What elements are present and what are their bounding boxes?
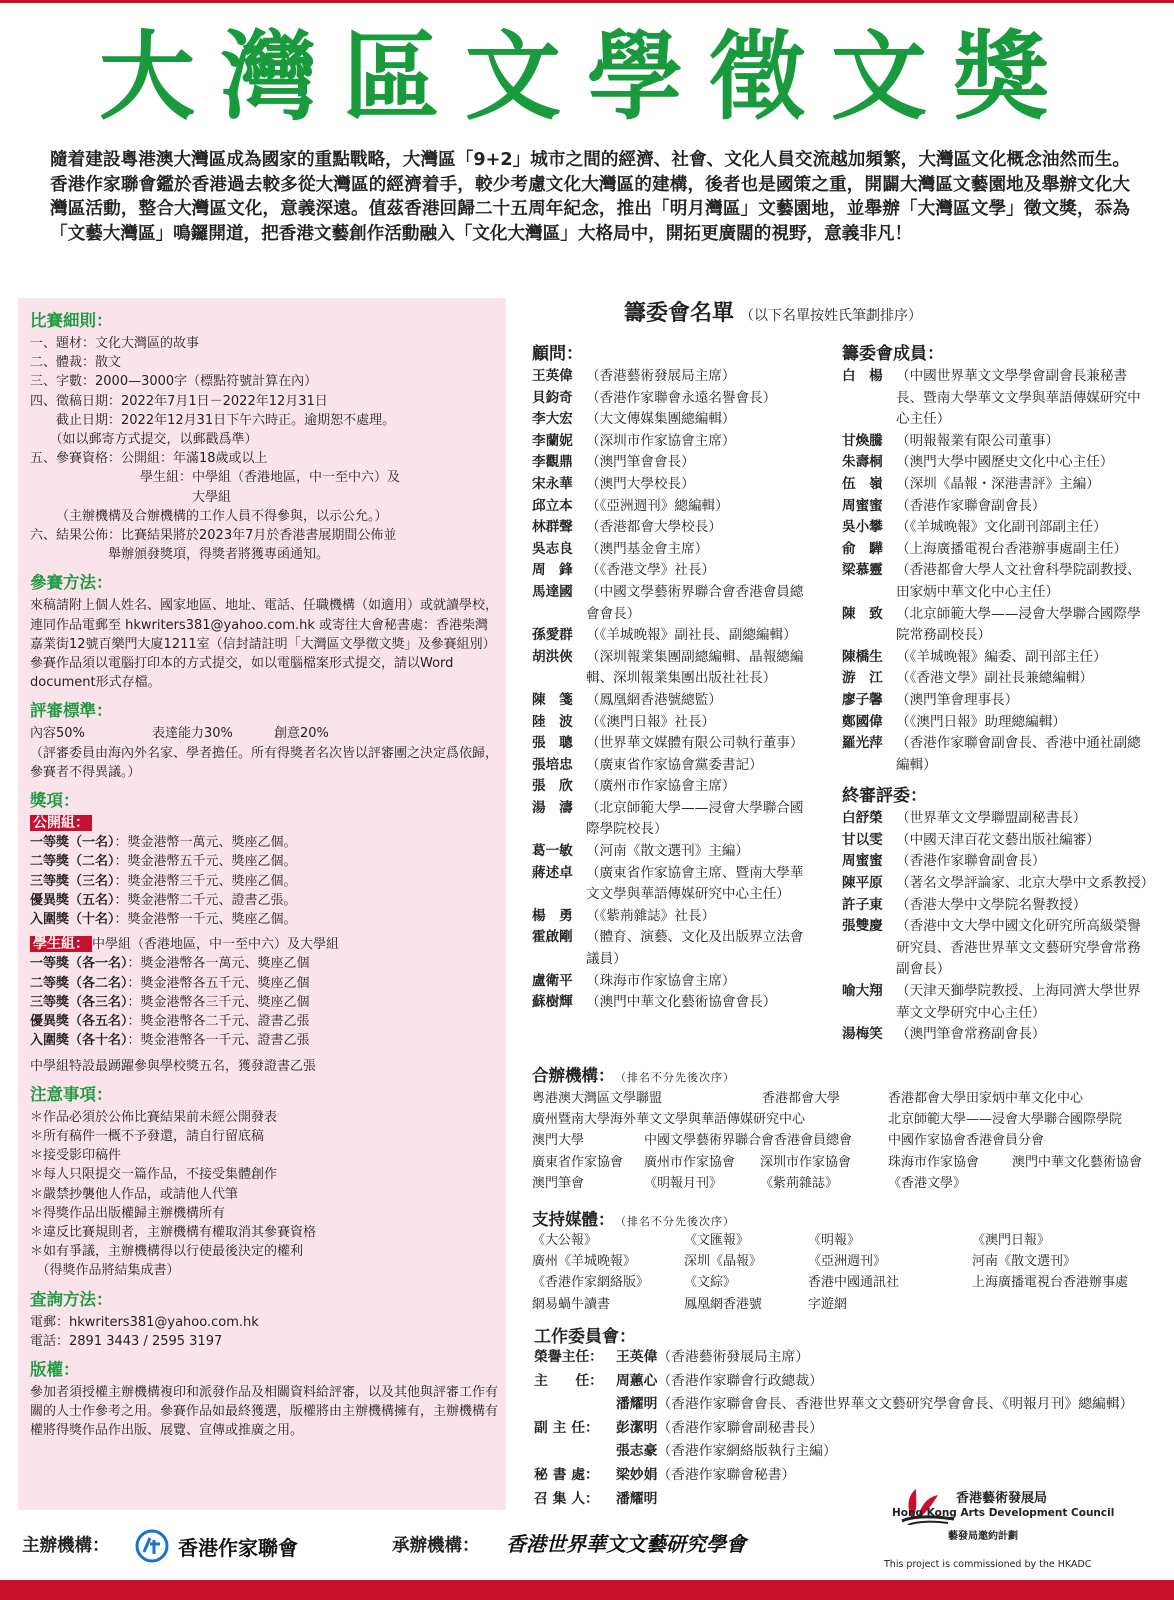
advisor-entry: 盧衛平 （珠海市作家協會主席）	[532, 972, 736, 989]
enquiry-heading: 查詢方法：	[30, 1289, 113, 1309]
rules-panel	[18, 298, 506, 1510]
bottom-red-stripe	[0, 1580, 1174, 1600]
judge-entry: 張雙慶 （香港中文大學中國文化研究所高級榮譽研究員、香港世界華文文藝研究學會常務副會長）	[842, 918, 1141, 978]
rule-line: 五、參賽資格：公開組：年滿18歲或以上	[30, 451, 268, 467]
notes-list	[30, 1108, 500, 1281]
advisor-entry: 貝鈞奇 （香港作家聯會永遠名譽會長）	[532, 389, 777, 406]
media-list	[532, 1230, 1162, 1315]
executor-label: 承辦機構：	[392, 1536, 480, 1556]
advisor-entry: 李大宏 （大文傳媒集團總編輯）	[532, 411, 736, 428]
advisors-column	[532, 342, 808, 1014]
advisor-entry: 宋永華 （澳門大學校長）	[532, 475, 695, 492]
member-entry: 陳橋生 （《羊城晚報》編委、副刊部主任）	[842, 648, 1107, 665]
committee-note: （以下名單按姓氏筆劃排序）	[740, 308, 923, 324]
member-entry: 鄭國偉 （《澳門日報》助理總編輯）	[842, 713, 1066, 730]
co-organizers-note: （排名不分先後次序）	[620, 1071, 735, 1084]
rule-line: 六、結果公佈：比賽結果將於2023年7月於香港書展期間公佈並	[30, 528, 397, 544]
rule-line: （如以郵寄方式提交，以郵戳爲準）	[30, 432, 258, 448]
advisor-entry: 李觀鼎 （澳門筆會會長）	[532, 454, 695, 471]
advisor-entry: 葛一敏 （河南《散文選刊》主編）	[532, 843, 750, 860]
members-heading: 籌委會成員：	[842, 344, 944, 364]
working-row: 潘耀明 （香港作家聯會會長、香港世界華文文藝研究學會會長、《明報月刊》總編輯）	[616, 1396, 1134, 1413]
advisor-entry: 楊 勇 （《紫荊雜誌》社長）	[532, 907, 716, 924]
advisor-entry: 霍啟剛 （體育、演藝、文化及出版界立法會議員）	[532, 929, 804, 968]
advisor-entry: 蔣述卓 （廣東省作家協會主席、暨南大學華文文學與華語傳媒研究中心主任）	[532, 864, 804, 903]
advisor-entry: 林群聲 （香港都會大學校長）	[532, 519, 722, 536]
advisor-entry: 張 聰 （世界華文媒體有限公司執行董事）	[532, 735, 804, 752]
rules-heading: 比賽細則：	[30, 311, 113, 330]
members-column	[842, 342, 1155, 1046]
media-row: 《香港作家網絡版》 《文綜》 香港中國通訊社 上海廣播電視台香港辦事處	[532, 1275, 1129, 1291]
advisor-entry: 邱立本 （《亞洲週刊》總編輯）	[532, 497, 729, 514]
member-entry: 陳 致 （北京師範大學——浸會大學聯合國際學院常務副校長）	[842, 605, 1141, 644]
note-item: （得獎作品將結集成書）	[30, 1263, 180, 1279]
organizer-label: 主辦機構：	[22, 1536, 110, 1556]
prize-row: 優異獎（各五名）：獎金港幣各二千元、證書乙張	[30, 1014, 310, 1030]
criteria-list	[30, 724, 500, 743]
open-group-tag: 公開組：	[30, 815, 92, 831]
student-group-tag: 學生組：	[30, 936, 92, 952]
prize-row: 二等獎（二名）：獎金港幣五千元、獎座乙個。	[30, 854, 297, 870]
method-heading: 參賽方法：	[30, 573, 113, 593]
hkadc-flower-icon	[898, 1485, 958, 1525]
judge-entry: 甘以雯 （中國天津百花文藝出版社編審）	[842, 831, 1100, 848]
judge-entry: 陳平原 （著名文學評論家、北京大學中文系教授）	[842, 875, 1155, 892]
co-organizer-row: 廣東省作家協會 廣州市作家協會 深圳市作家協會 珠海市作家協會 澳門中華文化藝術協會	[532, 1154, 1143, 1170]
rule-line: 截止日期：2022年12月31日下午六時正。逾期恕不處理。	[30, 412, 396, 428]
working-row: 召 集 人： 潘耀明	[534, 1490, 658, 1507]
rule-line: 一、題材：文化大灣區的故事	[30, 336, 200, 351]
advisor-entry: 胡洪俠 （深圳報業集團副總編輯、晶報總編輯、深圳報業集團出版社社長）	[532, 648, 804, 687]
working-row: 秘 書 處： 梁妙娟 （香港作家聯會秘書）	[534, 1466, 796, 1483]
student-prize-list	[30, 954, 500, 1050]
criteria-heading: 評審標準：	[30, 701, 113, 721]
advisor-entry: 蘇樹輝 （澳門中華文化藝術協會會長）	[532, 994, 777, 1011]
hkadc-scheme: 藝發局邀約計劃	[948, 1531, 1018, 1542]
hkadc-name-en: Hong Kong Arts Development Council	[892, 1507, 1115, 1519]
member-entry: 游 江 （《香港文學》副社長兼總編輯）	[842, 670, 1094, 687]
co-organizer-row: 澳門筆會 《明報月刊》 《紫荊雜誌》 《香港文學》	[532, 1175, 967, 1191]
criteria-note: （評審委員由海內外名家、學者擔任。所有得獎者名次皆以評審團之決定爲依歸，參賽者不得異議。）	[30, 745, 499, 780]
intro-paragraph: 隨着建設粵港澳大灣區成為國家的重點戰略，大灣區「9+2」城市之間的經濟、社會、文化人員交流越加頻繁，大灣區文化概念油然而生。香港作家聯會鑑於香港過去較多從大灣區的經濟着手，較少考慮文化大灣區的建構，後者也是國策之重，開闢大灣區文藝園地及舉辦文化大灣區活動，整合大灣區文化，意義深遠。值茲香港回歸二十五周年紀念，推出「明月灣區」文藝園地，並舉辦「大灣區文學」徵文獎，忝為「文藝大灣區」鳴鑼開道，把香港文藝創作活動融入「文化大灣區」大格局中，開拓更廣闊的視野，意義非凡！	[50, 150, 1130, 244]
advisor-entry: 張培忠 （廣東省作家協會黨委書記）	[532, 756, 763, 773]
advisor-entry: 孫愛群 （《羊城晚報》副社長、副總編輯）	[532, 627, 797, 644]
judges-heading: 終審評委：	[842, 786, 927, 807]
prize-row: 優異獎（五名）：獎金港幣二千元、證書乙張。	[30, 892, 297, 908]
rule-line: 四、徵稿日期：2022年7月1日－2022年12月31日	[30, 393, 328, 409]
rule-line: （主辦機構及合辦機構的工作人員不得參與，以示公允。）	[56, 508, 388, 524]
advisor-entry: 馬達國 （中國文學藝術界聯合會香港會員總會會長）	[532, 583, 804, 622]
advisor-entry: 陳 箋 （鳳凰網香港號總監）	[532, 691, 722, 708]
prize-row: 三等獎（三名）：獎金港幣三千元、獎座乙個。	[30, 873, 297, 889]
school-award: 中學組特設最踴躍參與學校獎五名，獲發證書乙張	[30, 1058, 317, 1074]
criteria-item: 創意20%	[274, 726, 329, 742]
prize-row: 入圍獎（十名）：獎金港幣一千元、獎座乙個。	[30, 912, 297, 928]
advisor-entry: 李蘭妮 （深圳市作家協會主席）	[532, 432, 736, 449]
page-title: 大灣區文學徵文獎	[99, 21, 1075, 133]
member-entry: 伍 嶺 （深圳《晶報・深港書評》主編）	[842, 475, 1100, 492]
hkadc-note: This project is commissioned by the HKADC	[884, 1559, 1092, 1570]
member-entry: 吳小攀 （《羊城晚報》文化副刊部副主任）	[842, 519, 1107, 536]
note-item: ＊每人只限提交一篇作品，不接受集體創作	[30, 1167, 278, 1183]
member-entry: 俞 驊 （上海廣播電視台香港辦事處副主任）	[842, 540, 1128, 557]
note-item: ＊作品必須於公佈比賽結果前未經公開發表	[30, 1109, 278, 1125]
criteria-item: 內容50%	[30, 726, 85, 742]
judge-entry: 許子東 （香港大學中文學院名譽教授）	[842, 896, 1087, 913]
member-entry: 周蜜蜜 （香港作家聯會副會長）	[842, 497, 1046, 514]
hkwriters-logo-icon	[134, 1528, 170, 1564]
rule-line: 二、體裁：散文	[30, 355, 122, 371]
note-item: ＊嚴禁抄襲他人作品，或請他人代筆	[30, 1186, 239, 1202]
advisor-entry: 張 欣 （廣州市作家協會主席）	[532, 778, 736, 795]
co-organizer-row: 澳門大學 中國文學藝術界聯合會香港會員總會 中國作家協會香港會員分會	[532, 1133, 1045, 1149]
notes-heading: 注意事項：	[30, 1084, 113, 1104]
rule-line: 大學組	[140, 489, 232, 505]
rule-line: 三、字數：2000—3000字（標點符號計算在內）	[30, 374, 318, 390]
judge-entry: 喻大翔 （天津天獅學院教授、上海同濟大學世界華文文學研究中心主任）	[842, 983, 1141, 1021]
prize-row: 入圍獎（各十名）：獎金港幣各一千元、證書乙張	[30, 1033, 310, 1049]
copyright-text: 參加者須授權主辦機構複印和派發作品及相關資料給評審，以及其他與評審工作有關的人士作參考之用。參賽作品如最終獲選，版權將由主辦機構擁有，主辦機構有權將得獎作品作出版、展覽、宣傳或推廣之用。	[30, 1384, 499, 1439]
student-group-line	[30, 935, 500, 954]
method-text: 來稿請附上個人姓名、國家地區、地址、電話、任職機構（如適用）或就讀學校，連同作品電郵至 hkwriters381@yahoo.com.hk 或寄往大會秘書處：香港柴灣嘉業街12號百樂門大廈1211室（信封請註明「大灣區文學徵文獎」及參賽組別）參賽作品須以電腦打印本的方式提交，如以電腦檔案形式提交，請以Word document形式存檔。	[30, 598, 499, 691]
rules-content	[30, 308, 500, 1441]
rules-list	[30, 334, 500, 564]
member-entry: 白 楊 （中國世界華文文學學會副會長兼秘書長、暨南大學華文文學與華語傳媒研究中心主任）	[842, 368, 1141, 428]
co-organizers-list	[532, 1088, 1162, 1194]
committee-heading: 籌委會名單 （以下名單按姓氏筆劃排序）	[624, 301, 923, 326]
member-entry: 廖子馨 （澳門筆會理事長）	[842, 691, 1019, 708]
member-entry: 甘煥騰 （明報報業有限公司董事）	[842, 432, 1060, 449]
judge-entry: 周蜜蜜 （香港作家聯會副會長）	[842, 853, 1046, 870]
media-heading: 支持媒體： （排名不分先後次序）	[532, 1210, 735, 1229]
note-item: ＊接受影印稿件	[30, 1148, 122, 1164]
top-red-stripe	[0, 0, 1174, 3]
prize-row: 三等獎（各三名）：獎金港幣各三千元、獎座乙個	[30, 994, 310, 1010]
working-committee-heading: 工作委員會：	[534, 1327, 636, 1347]
co-organizer-row: 廣州暨南大學海外華文文學與華語傳媒研究中心 北京師範大學——浸會大學聯合國際學院	[532, 1112, 1123, 1128]
working-row: 張志豪 （香港作家網絡版執行主編）	[616, 1443, 837, 1460]
note-item: ＊得獎作品出版權歸主辦機構所有	[30, 1205, 226, 1221]
member-entry: 梁慕靈 （香港都會大學人文社會科學院副教授、田家炳中華文化中心主任）	[842, 562, 1141, 600]
student-group-desc: 中學組（香港地區，中一至中六）及大學組	[92, 937, 340, 953]
note-item: ＊違反比賽規則者，主辦機構有權取消其參賽資格	[30, 1224, 317, 1240]
note-item: ＊如有爭議，主辦機構得以行使最後決定的權利	[30, 1244, 304, 1260]
advisors-heading: 顧問：	[532, 344, 583, 364]
co-organizers-heading: 合辦機構： （排名不分先後次序）	[532, 1066, 735, 1085]
prize-row: 一等獎（各一名）：獎金港幣各一萬元、獎座乙個	[30, 956, 310, 972]
copyright-heading: 版權：	[30, 1359, 80, 1379]
working-row: 主 任： 周蕙心 （香港作家聯會行政總裁）	[534, 1372, 823, 1389]
media-row: 網易蝸牛讀書 鳳凰網香港號 字遊網	[532, 1296, 848, 1312]
advisor-entry: 王英偉 （香港藝術發展局主席）	[532, 368, 736, 384]
judge-entry: 湯梅笑 （澳門筆會常務副會長）	[842, 1026, 1046, 1043]
note-item: ＊所有稿件一概不予發還，請自行留底稿	[30, 1128, 265, 1144]
prizes-heading: 獎項：	[30, 791, 80, 811]
advisor-entry: 周 鋒 （《香港文學》社長）	[532, 562, 716, 579]
judge-entry: 白舒榮 （世界華文文學聯盟副秘書長）	[842, 810, 1087, 827]
hkadc-logo	[884, 1485, 1115, 1595]
criteria-item: 表達能力30%	[152, 726, 233, 742]
enquiry-email: 電郵：hkwriters381@yahoo.com.hk	[30, 1314, 259, 1330]
advisor-entry: 吳志良 （澳門基金會主席）	[532, 540, 709, 557]
enquiry-phone: 電話：2891 3443 / 2595 3197	[30, 1333, 223, 1349]
member-entry: 朱壽桐 （澳門大學中國歷史文化中心主任）	[842, 454, 1114, 471]
member-entry: 羅光萍 （香港作家聯會副會長、香港中通社副總編輯）	[842, 735, 1141, 773]
advisor-entry: 陸 波 （《澳門日報》社長）	[532, 713, 716, 730]
working-row: 副 主 任： 彭潔明 （香港作家聯會副秘書長）	[534, 1419, 823, 1436]
rule-line: 學生組：中學組（香港地區，中一至中六）及	[140, 470, 401, 486]
media-row: 廣州《羊城晚報》 深圳《晶報》 《亞洲週刊》 河南《散文選刊》	[532, 1254, 1077, 1270]
organizer-name: 香港作家聯會	[178, 1536, 298, 1560]
executor-name: 香港世界華文文藝研究學會	[506, 1532, 746, 1556]
hkadc-name-cn: 香港藝術發展局	[956, 1491, 1048, 1506]
advisor-entry: 湯 濤 （北京師範大學——浸會大學聯合國際學院校長）	[532, 799, 804, 838]
co-organizer-row: 粵港澳大灣區文學聯盟 香港都會大學 香港都會大學田家炳中華文化中心	[532, 1091, 1084, 1106]
media-note: （排名不分先後次序）	[620, 1215, 735, 1228]
working-row: 榮譽主任： 王英偉 （香港藝術發展局主席）	[534, 1349, 810, 1365]
media-row: 《大公報》 《文匯報》 《明報》 《澳門日報》	[532, 1233, 1051, 1248]
prize-row: 二等獎（各二名）：獎金港幣各五千元、獎座乙個	[30, 975, 310, 991]
rule-line: 舉辦頒發獎項，得獎者將獲專函通知。	[30, 547, 330, 563]
open-prize-list	[30, 833, 500, 929]
prize-row: 一等獎（一名）：獎金港幣一萬元、獎座乙個。	[30, 835, 297, 851]
